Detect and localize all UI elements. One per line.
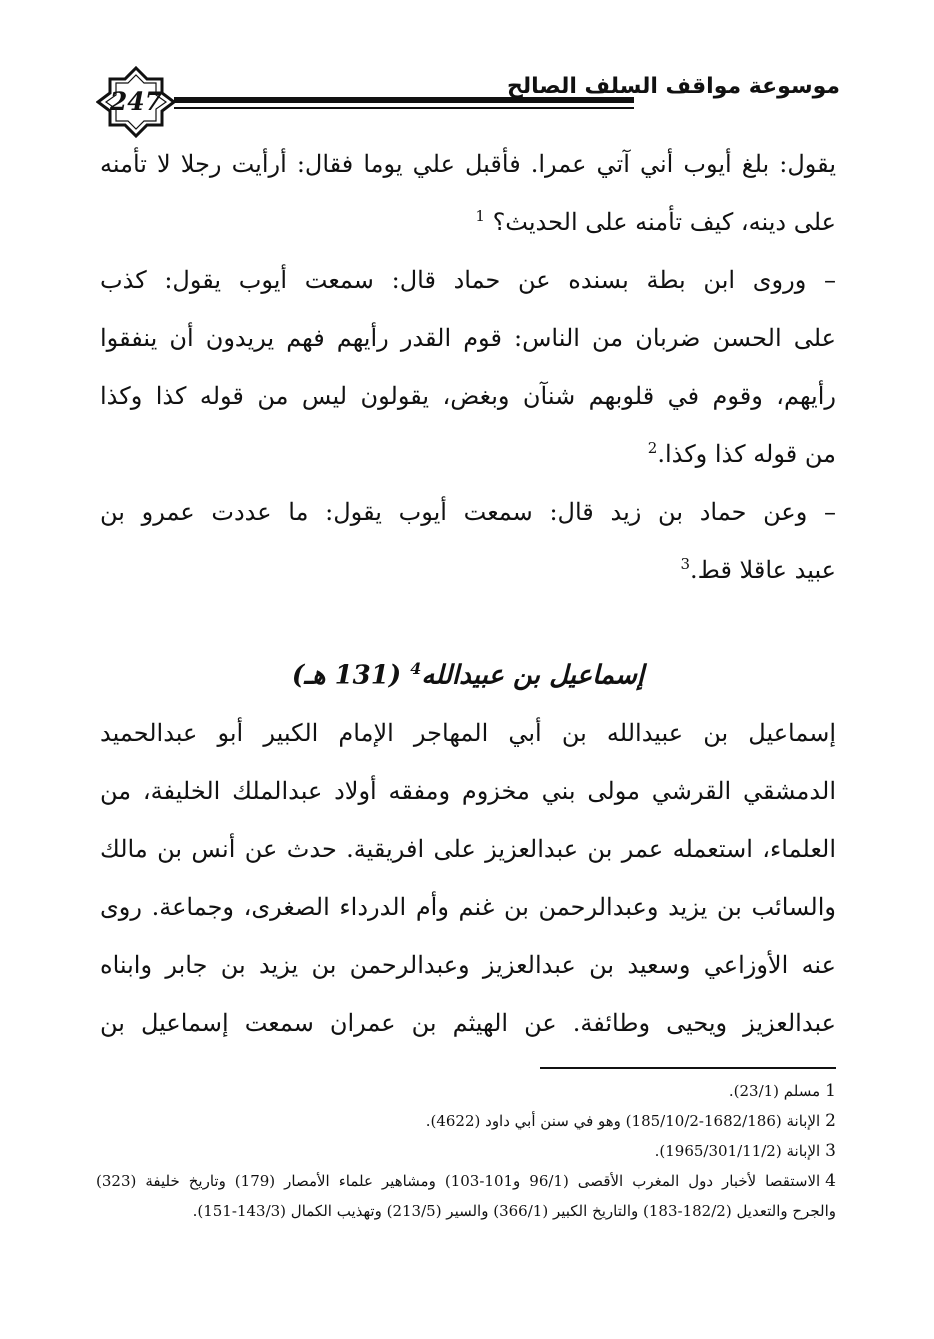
text-line: على دينه، كيف تأمنه على الحديث؟ $^1$ [475, 207, 836, 236]
text-line: من قوله كذا وكذا.$^2$ [647, 439, 836, 468]
text-line: الدمشقي القرشي مولى بني مخزوم ومفقه أولاد عبدالملك الخليفة، من [100, 777, 836, 805]
footnote: 1مسلم (23/1). [728, 1081, 836, 1101]
paragraph-ibn-batta [100, 251, 836, 483]
page-header [96, 66, 840, 138]
text-line: إسماعيل بن عبيدالله بن أبي المهاجر الإمام الكبير أبو عبدالحميد [100, 719, 836, 747]
text-line: عبيد عاقلا قط.$^3$ [680, 555, 836, 584]
footnote-ref: 1 [475, 207, 485, 225]
footnote: 3الإبانة (1965/301/11/2). [654, 1141, 836, 1161]
section-heading [100, 644, 836, 701]
text-line: عبدالعزيز ويحيى وطائفة. عن الهيثم بن عمران سمعت إسماعيل بن [100, 1009, 836, 1037]
footnote-ref: 4 [410, 659, 422, 678]
biography-paragraph [100, 704, 836, 1052]
text-line: يقول: بلغ أيوب أني آتي عمرا. فأقبل علي يوما فقال: أرأيت رجلا لا تأمنه [100, 150, 836, 178]
heading-date: (131 هـ) [291, 660, 402, 691]
text-line: على الحسن ضربان من الناس: قوم القدر رأيهم فهم يريدون أن ينفقوا [100, 324, 836, 352]
heading-name: إسماعيل بن عبيدالله [421, 660, 645, 691]
footnote-ref: 2 [647, 439, 658, 457]
footnote-ref: 3 [680, 555, 691, 573]
paragraph-hammad [100, 483, 836, 599]
footnote-continuation: والجرح والتعديل (182/2-183) والتاريخ الكبير (366/1) والسير (213/5) وتهذيب الكمال (143/3-151). [192, 1202, 836, 1220]
footnote-divider [540, 1067, 836, 1069]
footnotes [96, 1076, 836, 1226]
text-line: – وروى ابن بطة بسنده عن حماد قال: سمعت أيوب يقول: كذب [100, 266, 836, 294]
text-line: عنه الأوزاعي وسعيد بن عبدالعزيز وعبدالرحمن بن يزيد بن جابر وابناه [100, 951, 836, 979]
footnote: 4الاستقصا لأخبار دول المغرب الأقصى (96/1 و101-103) ومشاهير علماء الأمصار (179) وتاريخ خليفة (323) [96, 1171, 836, 1191]
header-rule-thin [174, 107, 634, 109]
footnote: 2الإبانة (1682/186-185/10/2) وهو في سنن أبي داود (4622). [425, 1111, 836, 1131]
paragraph-ayyub-amr [100, 135, 836, 251]
text-line: العلماء، استعمله عمر بن عبدالعزيز على افريقية. حدث عن أنس بن مالك [100, 835, 836, 863]
page-number: 247 [109, 87, 163, 116]
page-number-badge [96, 66, 176, 138]
text-line: والسائب بن يزيد وعبدالرحمن بن غنم وأم الدرداء الصغرى، وجماعة. روى [100, 893, 836, 921]
series-title: موسوعة مواقف السلف الصالح [507, 74, 840, 99]
text-line: رأيهم، وقوم في قلوبهم شنآن وبغض، يقولون ليس من قوله كذا وكذا [100, 382, 836, 410]
text-line: – وعن حماد بن زيد قال: سمعت أيوب يقول: ما عددت عمرو بن [100, 498, 836, 526]
